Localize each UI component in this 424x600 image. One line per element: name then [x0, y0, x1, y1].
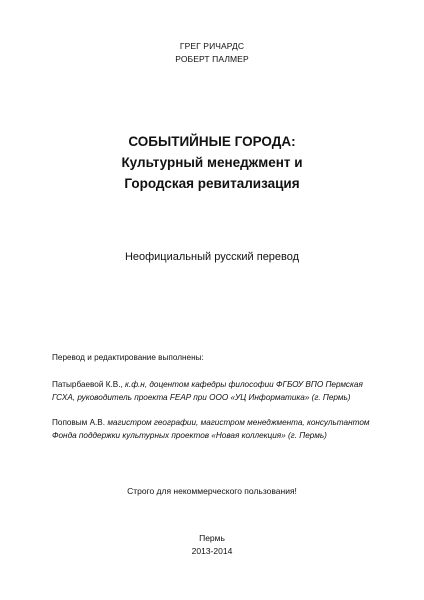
imprint-block — [0, 532, 424, 558]
credit-entry — [52, 417, 382, 442]
author-name: ГРЕГ РИЧАРДС — [179, 41, 245, 51]
title-line: СОБЫТИЙНЫЕ ГОРОДА: — [128, 134, 296, 149]
title-line: Городская ревитализация — [124, 176, 300, 191]
translator-description: к.ф.н, доцентом кафедры философии ФГБОУ ВПО Пермская ГСХА, руководитель проекта FEAP при ООО «УЦ Информатика» (г. Пермь) — [52, 380, 363, 402]
translator-name: Патырбаевой К.В., — [52, 380, 123, 389]
publication-years: 2013-2014 — [191, 546, 233, 556]
title-line: Культурный менеджмент и — [121, 155, 303, 170]
credits-heading: Перевод и редактирование выполнены: — [52, 353, 204, 362]
credit-entry — [52, 379, 382, 404]
translator-name: Поповым А.В. — [52, 418, 106, 427]
author-name: РОБЕРТ ПАЛМЕР — [175, 54, 249, 64]
usage-notice: Строго для некоммерческого пользования! — [127, 486, 297, 496]
authors-block — [0, 40, 424, 66]
city-name: Пермь — [199, 533, 225, 543]
translator-description: магистром географии, магистром менеджмента, консультантом Фонда поддержки культурных проектов «Новая коллекция» (г. Пермь) — [52, 418, 370, 440]
document-title — [0, 131, 424, 194]
document-subtitle: Неофициальный русский перевод — [124, 251, 300, 263]
